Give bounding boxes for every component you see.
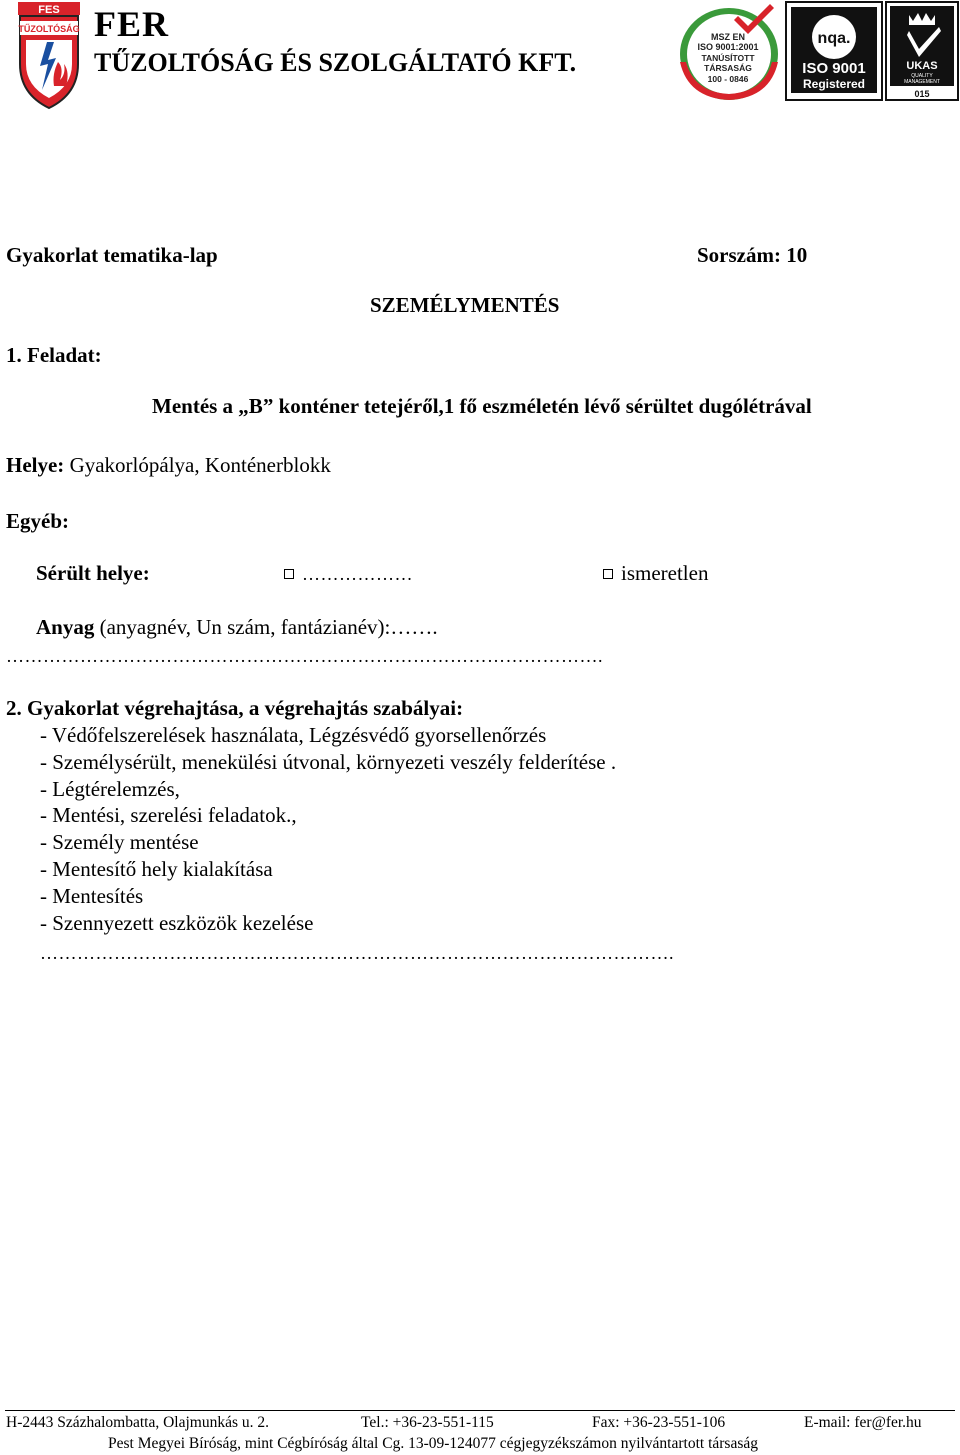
svg-text:FES: FES (38, 4, 60, 16)
msz-iso-certificate-badge (678, 2, 780, 102)
injured-known-option[interactable] (284, 560, 413, 587)
main-title: SZEMÉLYMENTÉS (370, 293, 560, 317)
location-value: Gyakorlópálya, Konténerblokk (69, 453, 331, 477)
injured-unknown-label: ismeretlen (621, 561, 709, 585)
injured-label: Sérült helye: (36, 561, 150, 585)
list-item: - Mentesítés (40, 883, 144, 908)
list-item: - Személy mentése (40, 830, 199, 855)
cert-msz-line-2: ISO 9001:2001 (697, 42, 759, 52)
checkbox-icon[interactable] (603, 569, 613, 579)
task1-description: Mentés a „B” konténer tetejéről,1 fő eszméletén lévő sérültet dugólétrával (152, 394, 812, 418)
footer-divider (5, 1410, 955, 1411)
cert-msz-line-4: TÁRSASÁG (704, 63, 752, 73)
footer-email[interactable]: E-mail: fer@fer.hu (804, 1414, 922, 1431)
cert-msz-line-1: MSZ EN (710, 32, 746, 42)
task2-fill-line: …………………………………………………………………………………………. (40, 943, 674, 963)
other-label: Egyéb: (6, 509, 69, 533)
ukas-quality-management-badge (885, 1, 959, 101)
cert-ukas-line-1: UKAS (906, 60, 938, 72)
cert-nqa-line-1: nqa. (817, 30, 851, 47)
material-row (36, 614, 438, 640)
list-item: - Légtérelemzés, (40, 776, 180, 801)
task2-title: 2. Gyakorlat végrehajtása, a végrehajtás szabályai: (6, 696, 464, 720)
list-item: - Védőfelszerelések használata, Légzésvédő gyorsellenőrzés (40, 723, 547, 747)
company-name: FER (94, 4, 169, 44)
list-item: - Mentési, szerelési feladatok., (40, 803, 297, 828)
svg-text:TŰZOLTÓSÁG: TŰZOLTÓSÁG (18, 24, 80, 34)
list-item: - Szennyezett eszközök kezelése (40, 910, 314, 935)
company-subtitle: TŰZOLTÓSÁG ÉS SZOLGÁLTATÓ KFT. (94, 48, 577, 77)
material-fill-line: ……………………………………………………………………………………. (6, 646, 603, 666)
nqa-iso-9001-badge (785, 1, 883, 101)
list-item: - Mentesítő hely kialakítása (40, 856, 273, 881)
cert-msz-line-5: 100 - 0846 (707, 74, 749, 84)
list-item: - Személysérült, menekülési útvonal, környezeti veszély felderítése . (40, 749, 617, 774)
fer-shield-logo (14, 2, 84, 110)
material-text: (anyagnév, Un szám, fantázianév):……. (99, 615, 438, 639)
cert-ukas-line-4: 015 (914, 89, 930, 99)
sheet-title: Gyakorlat tematika-lap (6, 243, 218, 267)
footer-fax: Fax: +36-23-551-106 (592, 1414, 726, 1431)
checkbox-icon[interactable] (284, 569, 294, 579)
task1-label: 1. Feladat: (6, 343, 102, 367)
cert-nqa-line-2: ISO 9001 (802, 60, 866, 77)
location-label: Helye: (6, 453, 65, 477)
footer-address: H-2443 Százhalombatta, Olajmunkás u. 2. (6, 1414, 270, 1431)
cert-ukas-line-2: QUALITY (911, 73, 933, 79)
footer-registry: Pest Megyei Bíróság, mint Cégbíróság által Cg. 13-09-124077 cégjegyzékszámon nyilvántartott társaság (108, 1435, 758, 1452)
footer-phone: Tel.: +36-23-551-115 (361, 1414, 494, 1431)
location-row (6, 452, 331, 478)
injured-dots: ……………… (302, 564, 413, 584)
injured-unknown-option[interactable] (603, 560, 708, 586)
serial-number: Sorszám: 10 (697, 243, 808, 267)
material-label: Anyag (36, 615, 95, 639)
cert-ukas-line-3: MANAGEMENT (904, 79, 940, 85)
cert-nqa-line-3: Registered (802, 77, 866, 91)
task2-list (40, 722, 616, 936)
cert-msz-line-3: TANÚSÍTOTT (701, 53, 755, 63)
